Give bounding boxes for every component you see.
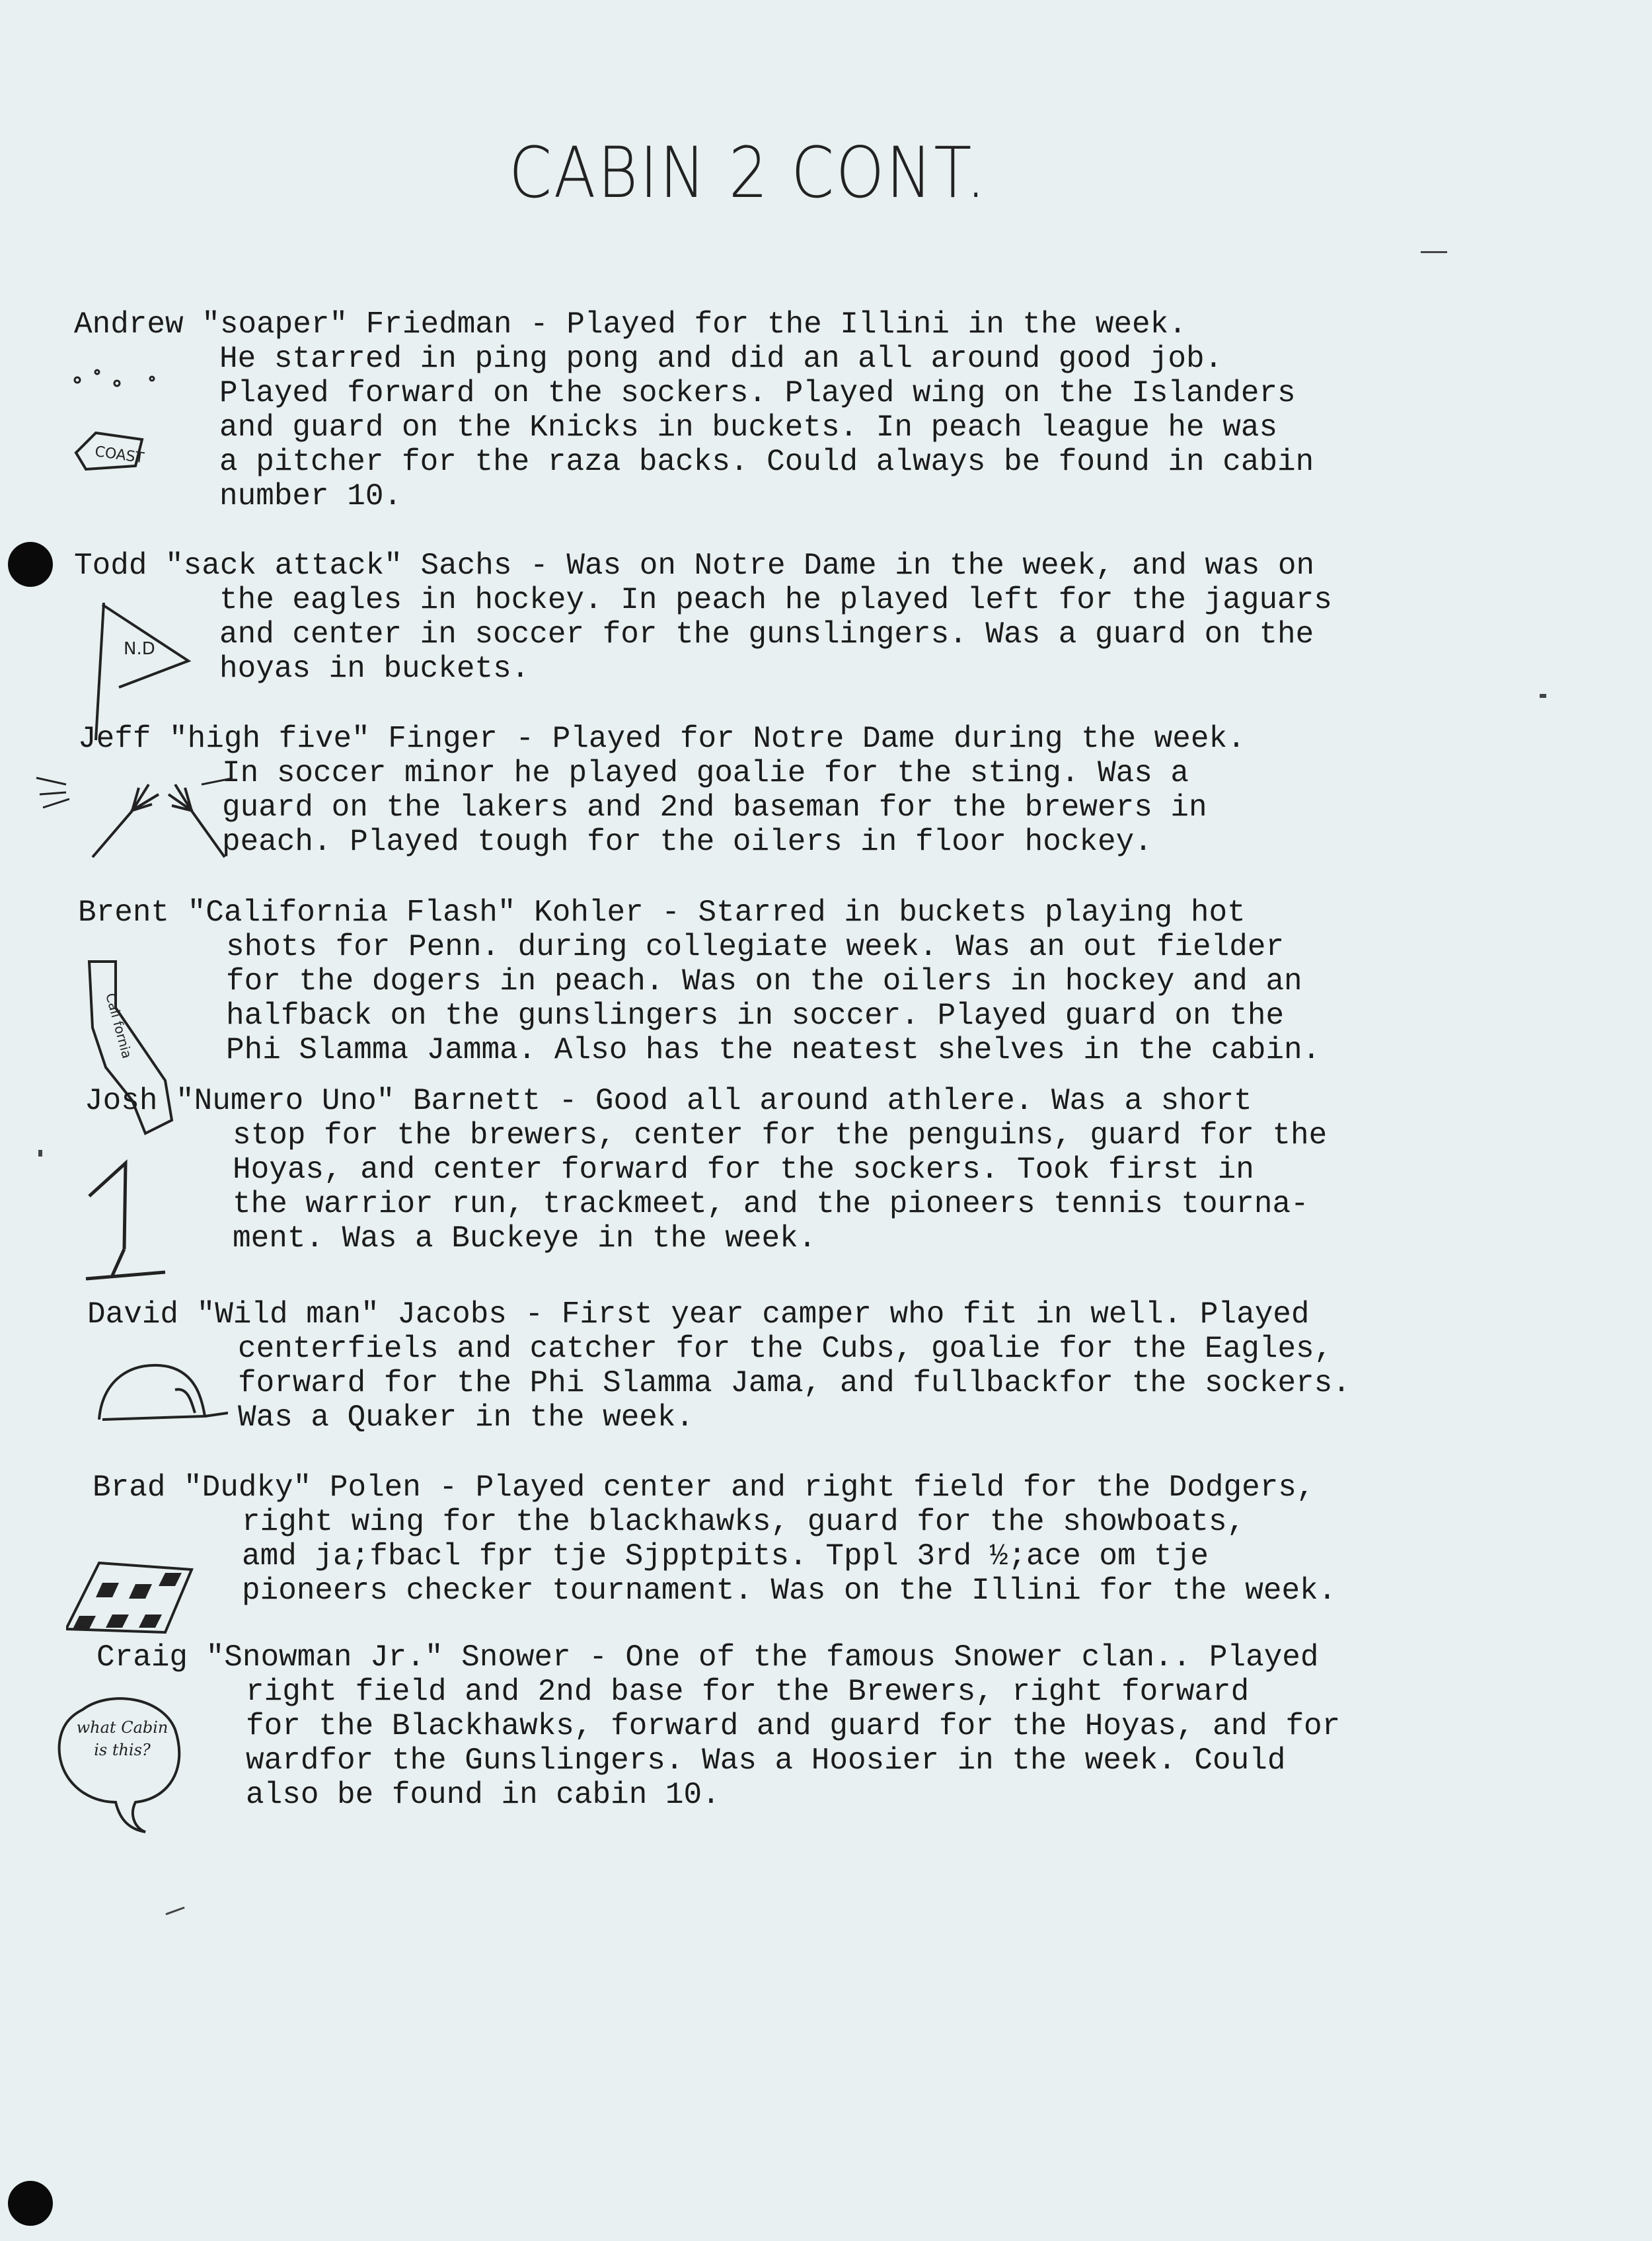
punch-hole-bottom (8, 2181, 53, 2226)
speech-bubble-text: what Cabin is this? (76, 1718, 169, 1759)
camper-description: stop for the brewers, center for the penguins, guard for the Hoyas, and center forward for the sockers. Took first in the warrior run, trackmeet, and the pioneers tennis tourna- ment. Was a Buckeye in the week. (233, 1118, 1328, 1256)
checkerboard-doodle-icon (66, 1556, 198, 1636)
camper-name-line: Todd "sack attack" Sachs - Was on Notre Dame in the week, and was on (74, 549, 1315, 583)
camper-description: right field and 2nd base for the Brewers, right forward for the Blackhawks, forward and guard for the Hoyas, and for wardfor the Gunslingers. Was a Hoosier in the week. Could also be found in cabin 10. (246, 1675, 1341, 1812)
page-title: CABIN 2 CONT. (509, 132, 988, 213)
number-one-doodle-icon (73, 1150, 178, 1282)
scan-mark (1540, 694, 1546, 698)
speech-bubble-doodle-icon (50, 1690, 195, 1835)
camper-name-line: Brent "California Flash" Kohler - Starred in buckets playing hot (78, 895, 1246, 930)
scan-mark (38, 1150, 42, 1157)
soap-bar-doodle-icon (69, 360, 175, 492)
camper-description: the eagles in hockey. In peach he played left for the jaguars and center in soccer for the gunslingers. Was a guard on the hoyas in buckets. (219, 583, 1332, 686)
scan-mark (165, 1907, 184, 1915)
soap-label: COAST (93, 443, 145, 467)
california-label: Cali fornia (102, 991, 135, 1061)
camper-description: In soccer minor he played goalie for the sting. Was a guard on the lakers and 2nd baseman for the brewers in peach. Played tough for the oilers in floor hockey. (222, 756, 1207, 859)
camper-description: shots for Penn. during collegiate week. Was an out fielder for the dogers in peach. Was on the oilers in hockey and an halfback on the gunslingers in soccer. Played guard on the Phi Slamma Jamma. Also has the neatest shelves in the cabin. (226, 930, 1321, 1067)
camper-name-line: David "Wild man" Jacobs - First year camper who fit in well. Played (87, 1297, 1310, 1332)
camper-name-line: Josh "Numero Uno" Barnett - Good all around athlere. Was a short (85, 1084, 1252, 1118)
punch-hole-top (8, 542, 53, 587)
camper-name-line: Jeff "high five" Finger - Played for Notre Dame during the week. (78, 722, 1246, 756)
scan-mark (1421, 251, 1447, 253)
baseball-cap-doodle-icon (96, 1350, 228, 1429)
camper-name-line: Craig "Snowman Jr." Snower - One of the famous Snower clan.. Played (96, 1640, 1319, 1675)
camper-name-line: Andrew "soaper" Friedman - Played for the Illini in the week. (74, 307, 1187, 342)
camper-description: centerfiels and catcher for the Cubs, goalie for the Eagles, forward for the Phi Slamma Jama, and fullbackfor the sockers. Was a Quaker in the week. (238, 1332, 1351, 1435)
camper-name-line: Brad "Dudky" Polen - Played center and right field for the Dodgers, (93, 1470, 1315, 1505)
camper-description: He starred in ping pong and did an all around good job. Played forward on the sockers. Played wing on the Islanders and guard on the Knicks in buckets. In peach league he was a pitcher for the raza backs. Could always be found in cabin number 10. (219, 342, 1314, 513)
camper-description: right wing for the blackhawks, guard for the showboats, amd ja;fbacl fpr tje Sjpptpits. Tppl 3rd ½;ace om tje pioneers checker tournament. Was on the Illini for the week. (242, 1505, 1337, 1608)
pennant-flag-doodle-icon (83, 588, 202, 740)
pennant-label: N.D (124, 639, 155, 659)
high-five-hands-doodle-icon (33, 758, 231, 870)
